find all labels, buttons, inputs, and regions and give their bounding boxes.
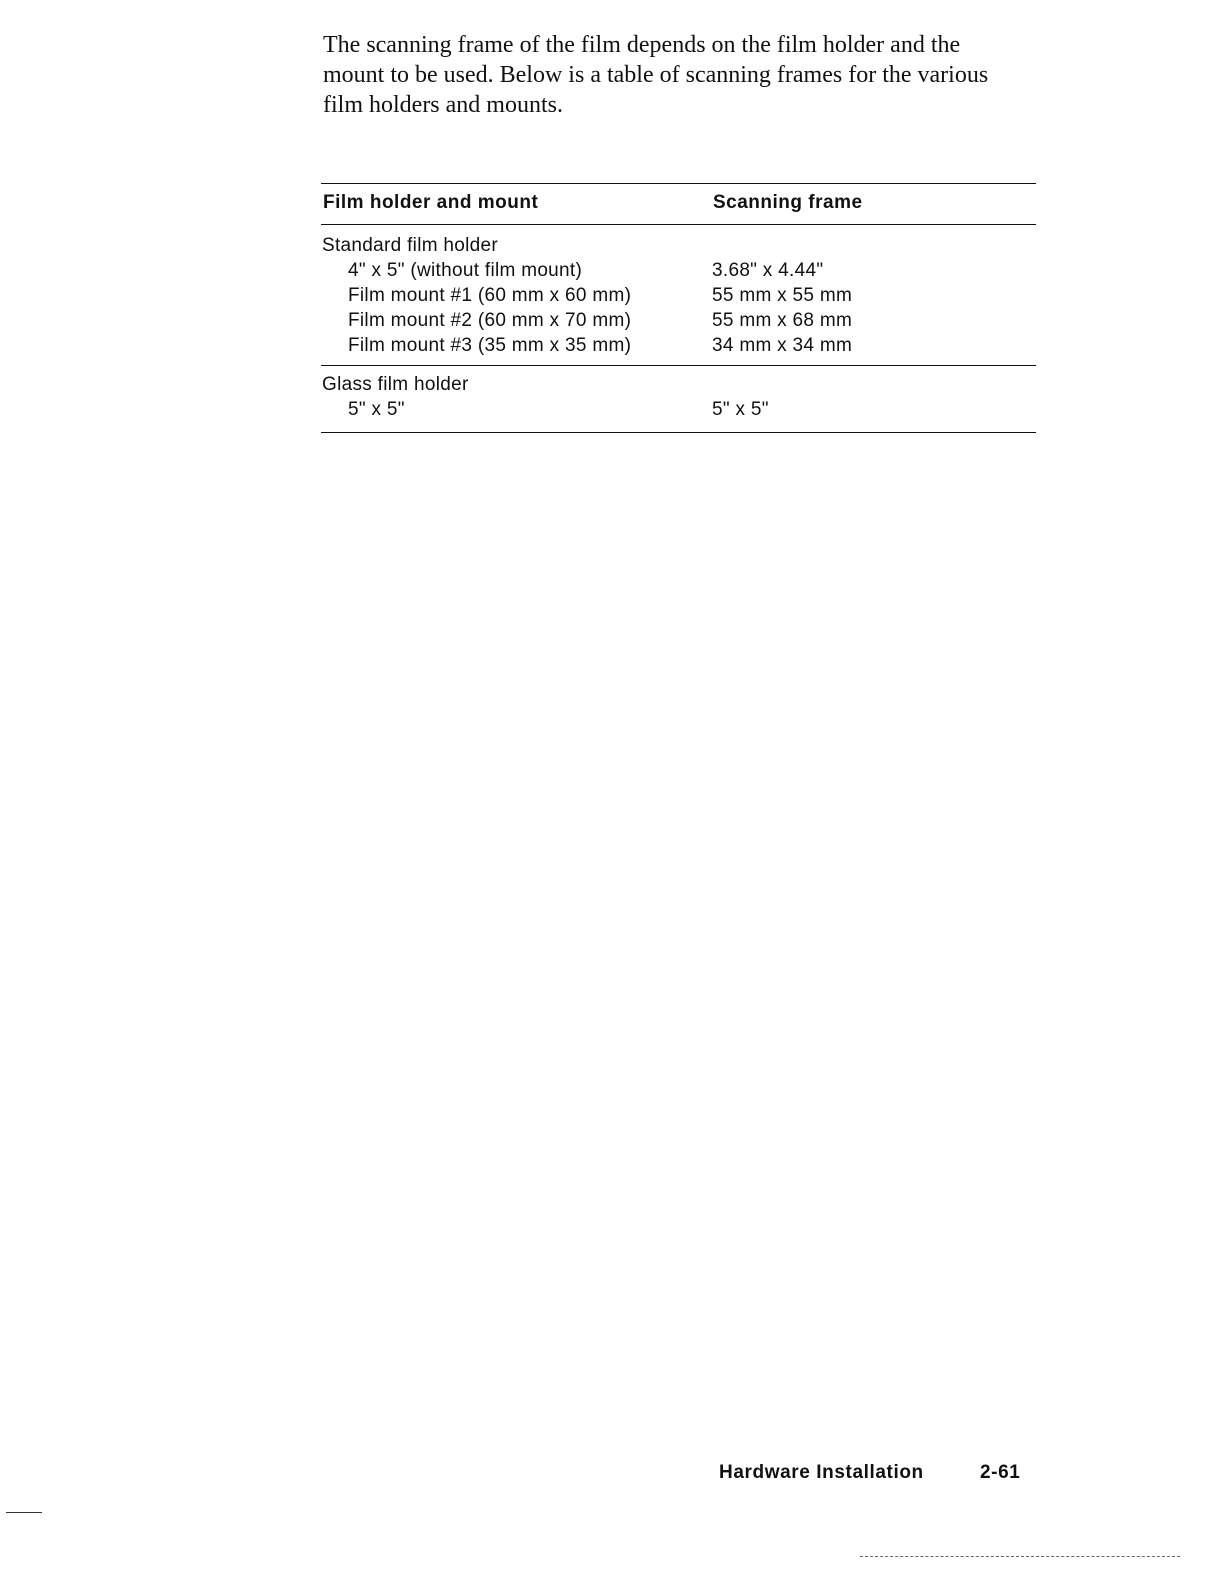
scanning-frame-table [321,183,1036,433]
table-row [321,285,1036,310]
table-row [321,260,1036,285]
mount-cell: Film mount #3 (35 mm x 35 mm) [348,335,632,356]
frame-cell: 55 mm x 55 mm [712,285,853,306]
intro-paragraph: The scanning frame of the film depends on the film holder and the mount to be used. Below is a table of scanning frames for the various film holders and mounts. [323,32,989,118]
mount-cell: Film mount #2 (60 mm x 70 mm) [348,310,632,331]
table-bottom-rule [321,432,1036,433]
group-title-row [321,374,1036,399]
frame-cell: 5" x 5" [712,399,769,420]
footer-page-number: 2-61 [980,1462,1021,1483]
header-scanning-frame: Scanning frame [713,192,863,213]
frame-cell: 55 mm x 68 mm [712,310,853,331]
group-title-row [321,235,1036,260]
group-title: Standard film holder [322,235,499,256]
table-header-row [321,184,1036,224]
frame-cell: 34 mm x 34 mm [712,335,853,356]
group-title: Glass film holder [322,374,469,395]
mount-cell: 5" x 5" [348,399,405,420]
frame-cell: 3.68" x 4.44" [712,260,824,281]
scan-artifact-mark [6,1512,42,1513]
group-glass-film-holder [321,366,1036,432]
group-standard-film-holder [321,225,1036,365]
mount-cell: 4" x 5" (without film mount) [348,260,583,281]
header-film-holder: Film holder and mount [323,192,539,213]
table-row [321,335,1036,360]
table-row [321,399,1036,424]
mount-cell: Film mount #1 (60 mm x 60 mm) [348,285,632,306]
scan-artifact-line [860,1556,1180,1557]
footer-section-title: Hardware Installation [719,1462,924,1483]
table-row [321,310,1036,335]
